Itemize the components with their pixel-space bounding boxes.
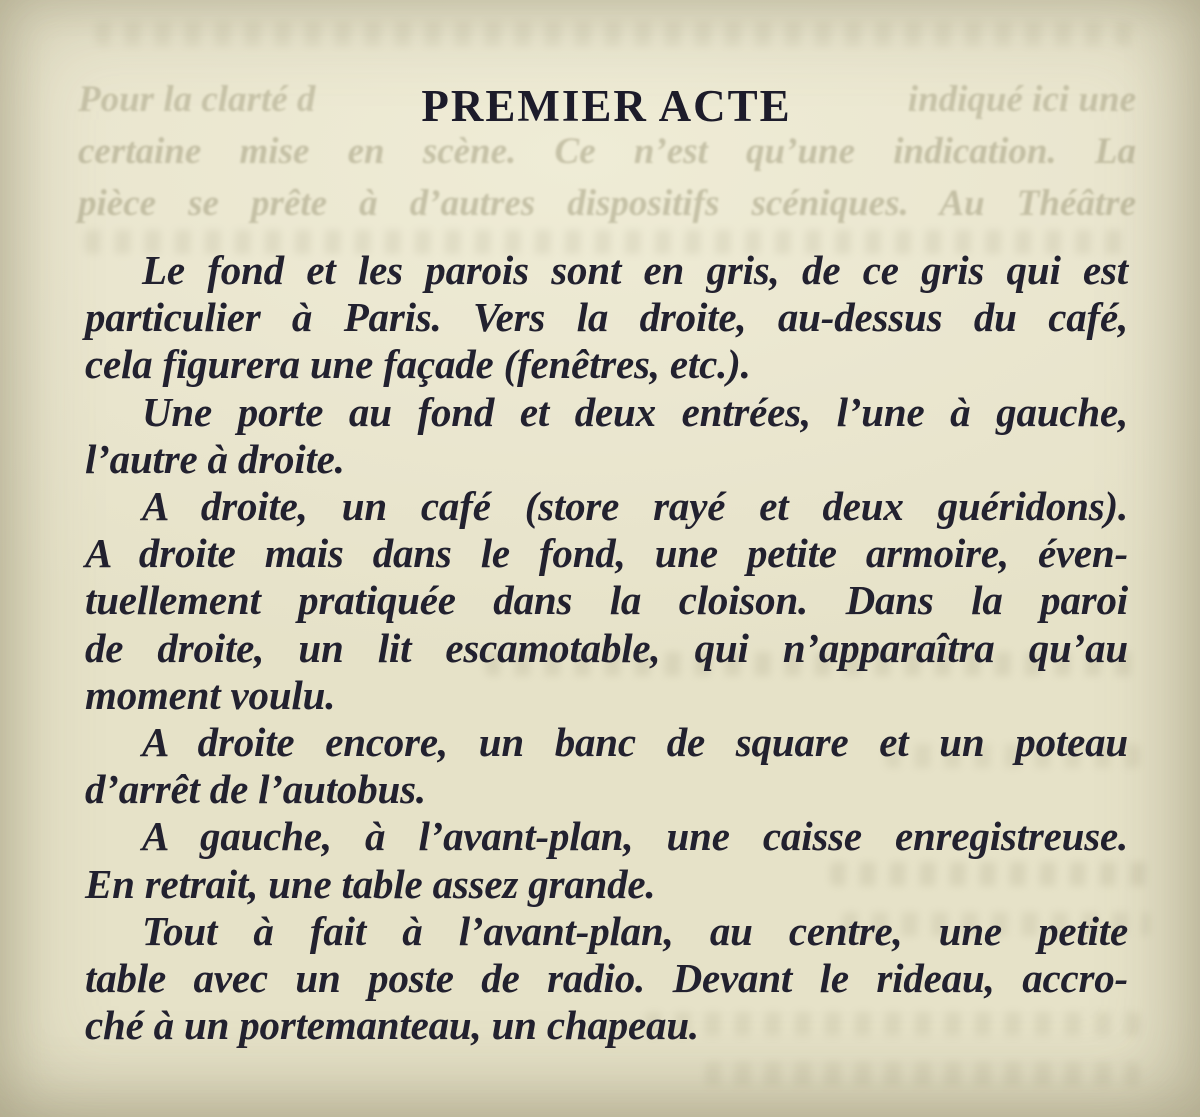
stage-direction-line: A droite, un café (store rayé et deux guéridons). <box>142 483 1128 530</box>
stage-direction-line: A droite mais dans le fond, une petite armoire, éven- <box>85 530 1128 577</box>
stage-direction-line: d’arrêt de l’autobus. <box>85 766 426 813</box>
stage-direction-line: En retrait, une table assez grande. <box>85 860 656 907</box>
stage-direction-line: Le fond et les parois sont en gris, de ce gris qui est <box>142 247 1128 293</box>
stage-directions <box>85 247 1128 1049</box>
stage-direction-line: tuellement pratiquée dans la cloison. Dans la paroi <box>85 577 1128 624</box>
page-title: PREMIER ACTE <box>421 81 792 131</box>
showthrough-line: pièce se prête à d’autres dispositifs scéniques. Au Théâtre <box>78 183 1136 224</box>
showthrough-smudge <box>705 1062 1140 1086</box>
showthrough-smudge <box>95 22 1140 46</box>
stage-direction-line: A gauche, à l’avant-plan, une caisse enregistreuse. <box>142 813 1128 860</box>
stage-direction-line: Tout à fait à l’avant-plan, au centre, une petite <box>142 907 1128 954</box>
stage-direction-line: de droite, un lit escamotable, qui n’apparaîtra qu’au <box>85 624 1128 671</box>
stage-direction-line: l’autre à droite. <box>85 435 345 482</box>
showthrough-fragment-right: indiqué ici une <box>907 79 1136 120</box>
stage-direction-line: moment voulu. <box>85 671 336 718</box>
showthrough-fragment-left: Pour la clarté d <box>78 79 316 120</box>
stage-direction-line: ché à un portemanteau, un chapeau. <box>85 1002 699 1049</box>
stage-direction-line: table avec un poste de radio. Devant le rideau, accro- <box>85 955 1128 1002</box>
stage-direction-line: cela figurera une façade (fenêtres, etc.). <box>85 341 751 388</box>
showthrough-line: certaine mise en scène. Ce n’est qu’une indication. La <box>78 131 1136 172</box>
stage-direction-line: Une porte au fond et deux entrées, l’une à gauche, <box>142 388 1128 435</box>
stage-direction-line: particulier à Paris. Vers la droite, au-dessus du café, <box>85 294 1128 341</box>
stage-direction-line: A droite encore, un banc de square et un poteau <box>142 719 1128 766</box>
